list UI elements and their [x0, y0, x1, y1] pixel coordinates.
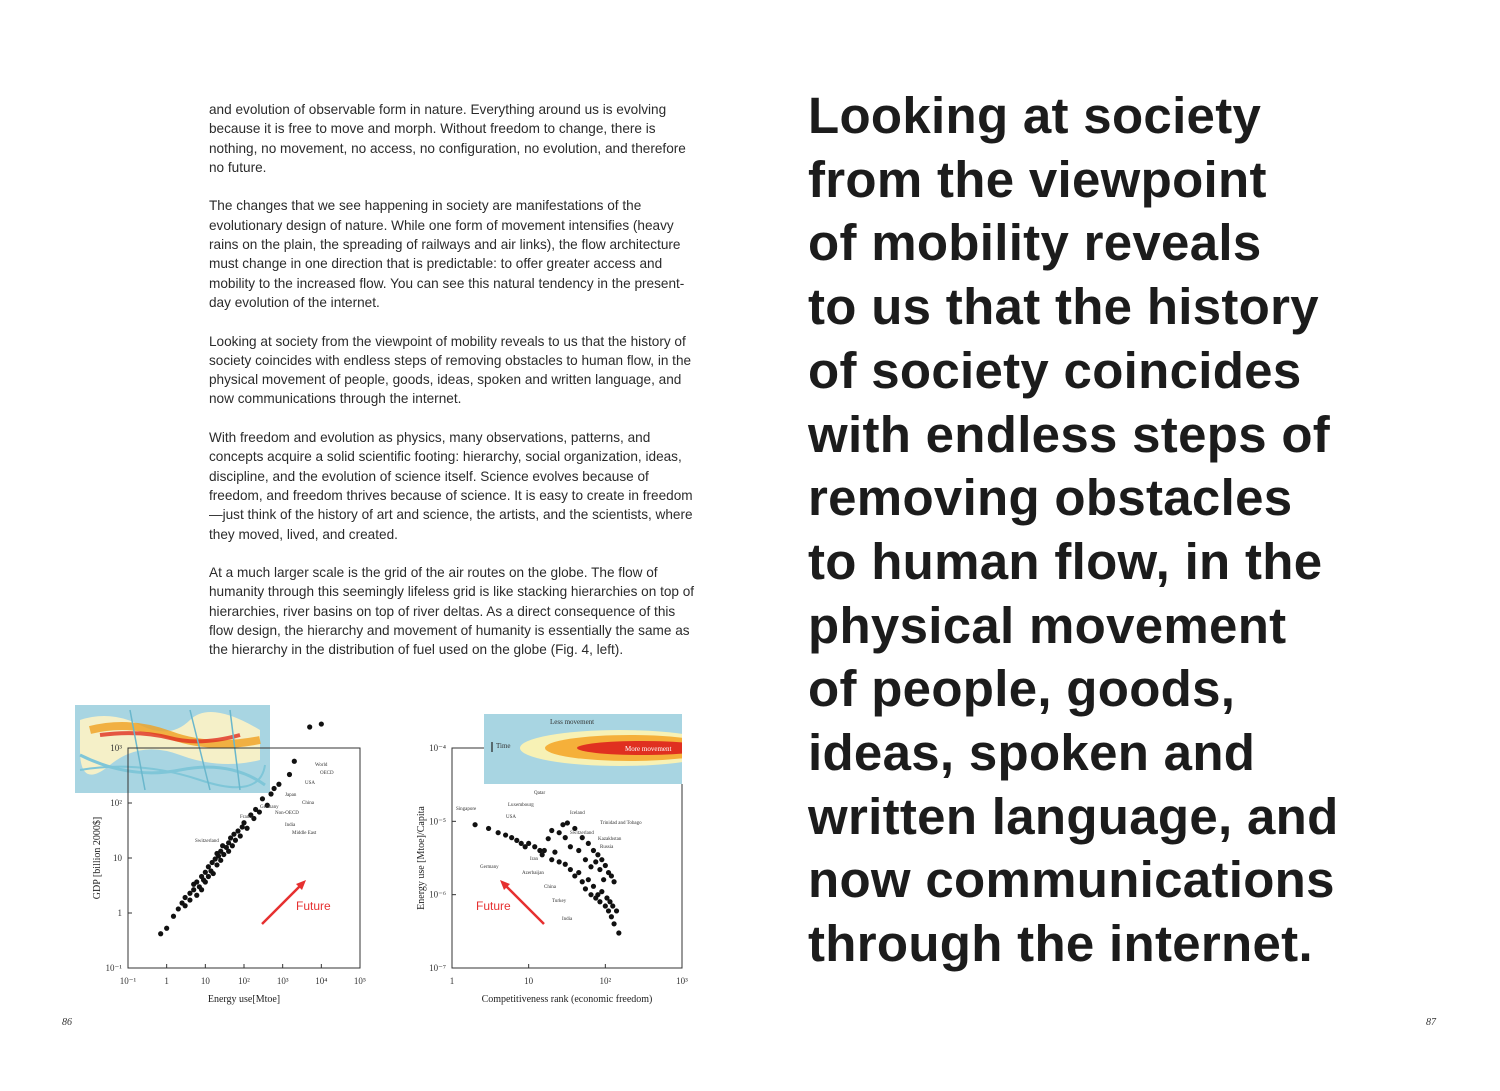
future-label: Future — [296, 899, 331, 913]
x-tick-label: 10² — [599, 976, 612, 986]
x-tick-label: 10² — [238, 976, 250, 986]
data-point — [158, 931, 163, 936]
point-label: Iran — [530, 857, 539, 862]
data-point — [599, 857, 604, 862]
page-number-left: 86 — [62, 1017, 72, 1028]
data-point — [557, 830, 562, 835]
y-tick-label: 1 — [117, 908, 122, 918]
less-movement-label: Less movement — [550, 718, 595, 726]
x-tick-label: 10 — [524, 976, 534, 986]
data-point — [542, 848, 547, 853]
point-label: Trinidad and Tobago — [600, 821, 642, 826]
data-point — [565, 820, 570, 825]
x-tick-label: 1 — [164, 976, 169, 986]
data-point — [307, 724, 312, 729]
x-tick-label: 10³ — [676, 976, 688, 986]
point-label: China — [544, 885, 556, 890]
y-tick-label: 10⁻¹ — [105, 963, 122, 973]
pullquote-line: written language, and — [808, 787, 1339, 845]
data-point — [563, 835, 568, 840]
data-point — [472, 822, 477, 827]
data-point — [593, 859, 598, 864]
data-point — [603, 863, 608, 868]
data-point — [591, 884, 596, 889]
data-point — [609, 873, 614, 878]
data-point — [211, 871, 216, 876]
x-tick-label: 1 — [449, 976, 455, 986]
x-tick-label: 10⁻¹ — [119, 976, 137, 986]
data-point — [526, 841, 531, 846]
body-text — [209, 100, 695, 679]
y-tick-label: 10⁻⁶ — [429, 889, 446, 900]
data-point — [532, 844, 537, 849]
data-point — [583, 857, 588, 862]
gdp-energy-chart — [70, 700, 380, 1020]
data-point — [257, 809, 262, 814]
pullquote-line: of society coincides — [808, 341, 1302, 399]
data-point — [549, 828, 554, 833]
data-point — [221, 852, 226, 857]
data-point — [519, 841, 524, 846]
paragraph: The changes that we see happening in society are manifestations of the evolutionary design of nature. While one form of movement intensifies (heavy rains on the plain, the spreading of railways and air links), the flow architecture must change in one direction that is predictable: to offer greater access and mobility to the increased flow. You can see this natural tendency in the present-day evolution of the internet. — [209, 198, 685, 310]
paragraph: At a much larger scale is the grid of the air routes on the globe. The flow of humanity through this seemingly lifeless grid is like stacking hierarchies on top of hierarchies, river basins on top of river deltas. As a direct consequence of this flow design, the hierarchy and movement of humanity is essentially the same as the hierarchy in the distribution of fuel used on the globe (Fig. 4, left). — [209, 565, 695, 658]
data-point — [496, 830, 501, 835]
data-point — [572, 873, 577, 878]
data-point — [514, 838, 519, 843]
data-point — [549, 857, 554, 862]
point-label: Qatar — [534, 791, 546, 796]
x-tick-label: 10⁵ — [353, 976, 367, 986]
y-tick-label: 10 — [113, 853, 122, 863]
data-point — [560, 822, 565, 827]
more-movement-label: More movement — [625, 745, 672, 753]
data-point — [597, 899, 602, 904]
point-label: Russia — [600, 845, 614, 850]
data-point — [164, 926, 169, 931]
pullquote-line: ideas, spoken and — [808, 724, 1256, 782]
x-tick-label: 10⁴ — [315, 976, 328, 986]
pullquote-line: now communications — [808, 851, 1335, 909]
data-point — [588, 892, 593, 897]
data-point — [268, 791, 273, 796]
data-point — [199, 887, 204, 892]
point-label: Japan — [285, 793, 297, 798]
y-tick-label: 10⁻⁴ — [429, 743, 446, 753]
data-point — [503, 832, 508, 837]
point-label: Azerbaijan — [522, 871, 544, 876]
data-point — [563, 862, 568, 867]
data-point — [606, 908, 611, 913]
figure-gdp-energy — [70, 700, 380, 1020]
point-label: Switzerland — [195, 839, 219, 844]
data-point — [231, 832, 236, 837]
page-number-right: 87 — [1426, 1017, 1436, 1028]
point-label: World — [315, 763, 328, 768]
figure-energy-competitiveness — [400, 710, 700, 1020]
data-point — [235, 828, 240, 833]
data-point — [203, 879, 208, 884]
data-point — [580, 879, 585, 884]
data-point — [586, 841, 591, 846]
data-point — [194, 879, 199, 884]
data-point — [591, 848, 596, 853]
point-label: Non-OECD — [275, 811, 299, 816]
data-point — [194, 893, 199, 898]
point-label: Germany — [260, 805, 279, 810]
point-label: Germany — [480, 865, 499, 870]
pullquote-line: removing obstacles — [808, 469, 1293, 527]
data-point — [588, 864, 593, 869]
point-label: Singapore — [456, 807, 477, 812]
data-point — [226, 849, 231, 854]
data-point — [552, 850, 557, 855]
pullquote-line: of people, goods, — [808, 660, 1236, 718]
pullquote-line: to us that the history — [808, 278, 1319, 336]
data-point — [214, 862, 219, 867]
data-point — [230, 843, 235, 848]
data-point — [218, 858, 223, 863]
point-label: Luxembourg — [508, 803, 534, 808]
data-point — [603, 903, 608, 908]
data-point — [607, 899, 612, 904]
data-point — [611, 921, 616, 926]
point-label: USA — [506, 815, 517, 820]
point-label: Middle East — [292, 831, 317, 836]
data-point — [176, 906, 181, 911]
time-label: Time — [496, 742, 511, 750]
energy-competitiveness-chart — [400, 710, 700, 1020]
point-label: France — [240, 815, 254, 820]
y-tick-label: 10⁻⁵ — [429, 816, 446, 827]
data-point — [597, 867, 602, 872]
pullquote — [808, 84, 1428, 976]
pullquote-line: with endless steps of — [808, 405, 1331, 463]
pullquote-line: through the internet. — [808, 915, 1313, 973]
data-point — [576, 870, 581, 875]
y-tick-label: 10⁻⁷ — [429, 963, 446, 973]
paragraph: With freedom and evolution as physics, many observations, patterns, and concepts acquire a solid scientific footing: hierarchy, social organization, ideas, discipline, and the evolution of science itself. Science evolves because of freedom, and freedom thrives because of science. It is easy to create in freedom—just think of the history of art and science, the artists, and the scientists, where they moved, lived, and created. — [209, 430, 693, 542]
data-point — [557, 859, 562, 864]
point-label: India — [285, 823, 296, 828]
data-point — [238, 833, 243, 838]
y-axis-label: Energy use [Mtoe]/Capita — [416, 806, 427, 910]
data-point — [171, 914, 176, 919]
data-point — [601, 877, 606, 882]
point-label: India — [562, 917, 573, 922]
data-point — [203, 870, 208, 875]
future-label: Future — [476, 899, 511, 913]
data-point — [576, 848, 581, 853]
data-point — [486, 826, 491, 831]
data-point — [287, 772, 292, 777]
data-point — [568, 844, 573, 849]
x-tick-label: 10³ — [276, 976, 289, 986]
x-axis-label: Energy use[Mtoe] — [207, 994, 281, 1005]
data-point — [271, 786, 276, 791]
data-point — [583, 886, 588, 891]
y-tick-label: 10³ — [110, 743, 122, 753]
data-point — [609, 914, 614, 919]
point-label: Iceland — [570, 811, 585, 816]
data-point — [568, 867, 573, 872]
point-label: Turkey — [552, 899, 567, 904]
point-label: USA — [305, 781, 316, 786]
data-point — [244, 826, 249, 831]
point-label: OECD — [320, 771, 334, 776]
data-point — [233, 838, 238, 843]
point-label: China — [302, 801, 314, 806]
paragraph: and evolution of observable form in nature. Everything around us is evolving because it is free to move and morph. Without freedom to change, there is nothing, no movement, no access, no configuration, no evolution, and therefore no future. — [209, 102, 686, 175]
pullquote-line: of mobility reveals — [808, 214, 1262, 272]
data-point — [260, 796, 265, 801]
pullquote-line: to human flow, in the — [808, 532, 1323, 590]
y-axis-label: GDP [billion 2000$] — [92, 816, 103, 900]
pullquote-line: from the viewpoint — [808, 150, 1267, 208]
pullquote-line: Looking at society — [808, 87, 1262, 144]
movement-inset — [484, 714, 700, 784]
paragraph: Looking at society from the viewpoint of mobility reveals to us that the history of society coincides with endless steps of removing obstacles to human flow, in the physical movement of people, goods, ideas, spoken and written language, and now communications through the internet. — [209, 333, 692, 407]
data-point — [241, 820, 246, 825]
data-point — [599, 889, 604, 894]
point-label: Switzerland — [570, 831, 594, 836]
data-point — [187, 897, 192, 902]
world-map-inset — [75, 705, 270, 793]
data-point — [183, 903, 188, 908]
data-point — [616, 930, 621, 935]
data-point — [610, 903, 615, 908]
data-point — [191, 887, 196, 892]
data-point — [595, 852, 600, 857]
data-point — [509, 835, 514, 840]
pullquote-line: physical movement — [808, 596, 1287, 654]
data-point — [276, 782, 281, 787]
x-axis-label: Competitiveness rank (economic freedom) — [481, 994, 653, 1005]
data-point — [611, 879, 616, 884]
point-label: Kazakhstan — [598, 837, 622, 842]
x-tick-label: 10 — [200, 976, 210, 986]
data-point — [206, 874, 211, 879]
data-point — [546, 836, 551, 841]
data-point — [586, 877, 591, 882]
y-tick-label: 10² — [110, 798, 122, 808]
data-point — [614, 908, 619, 913]
data-point — [319, 721, 324, 726]
data-point — [292, 759, 297, 764]
data-point — [183, 895, 188, 900]
